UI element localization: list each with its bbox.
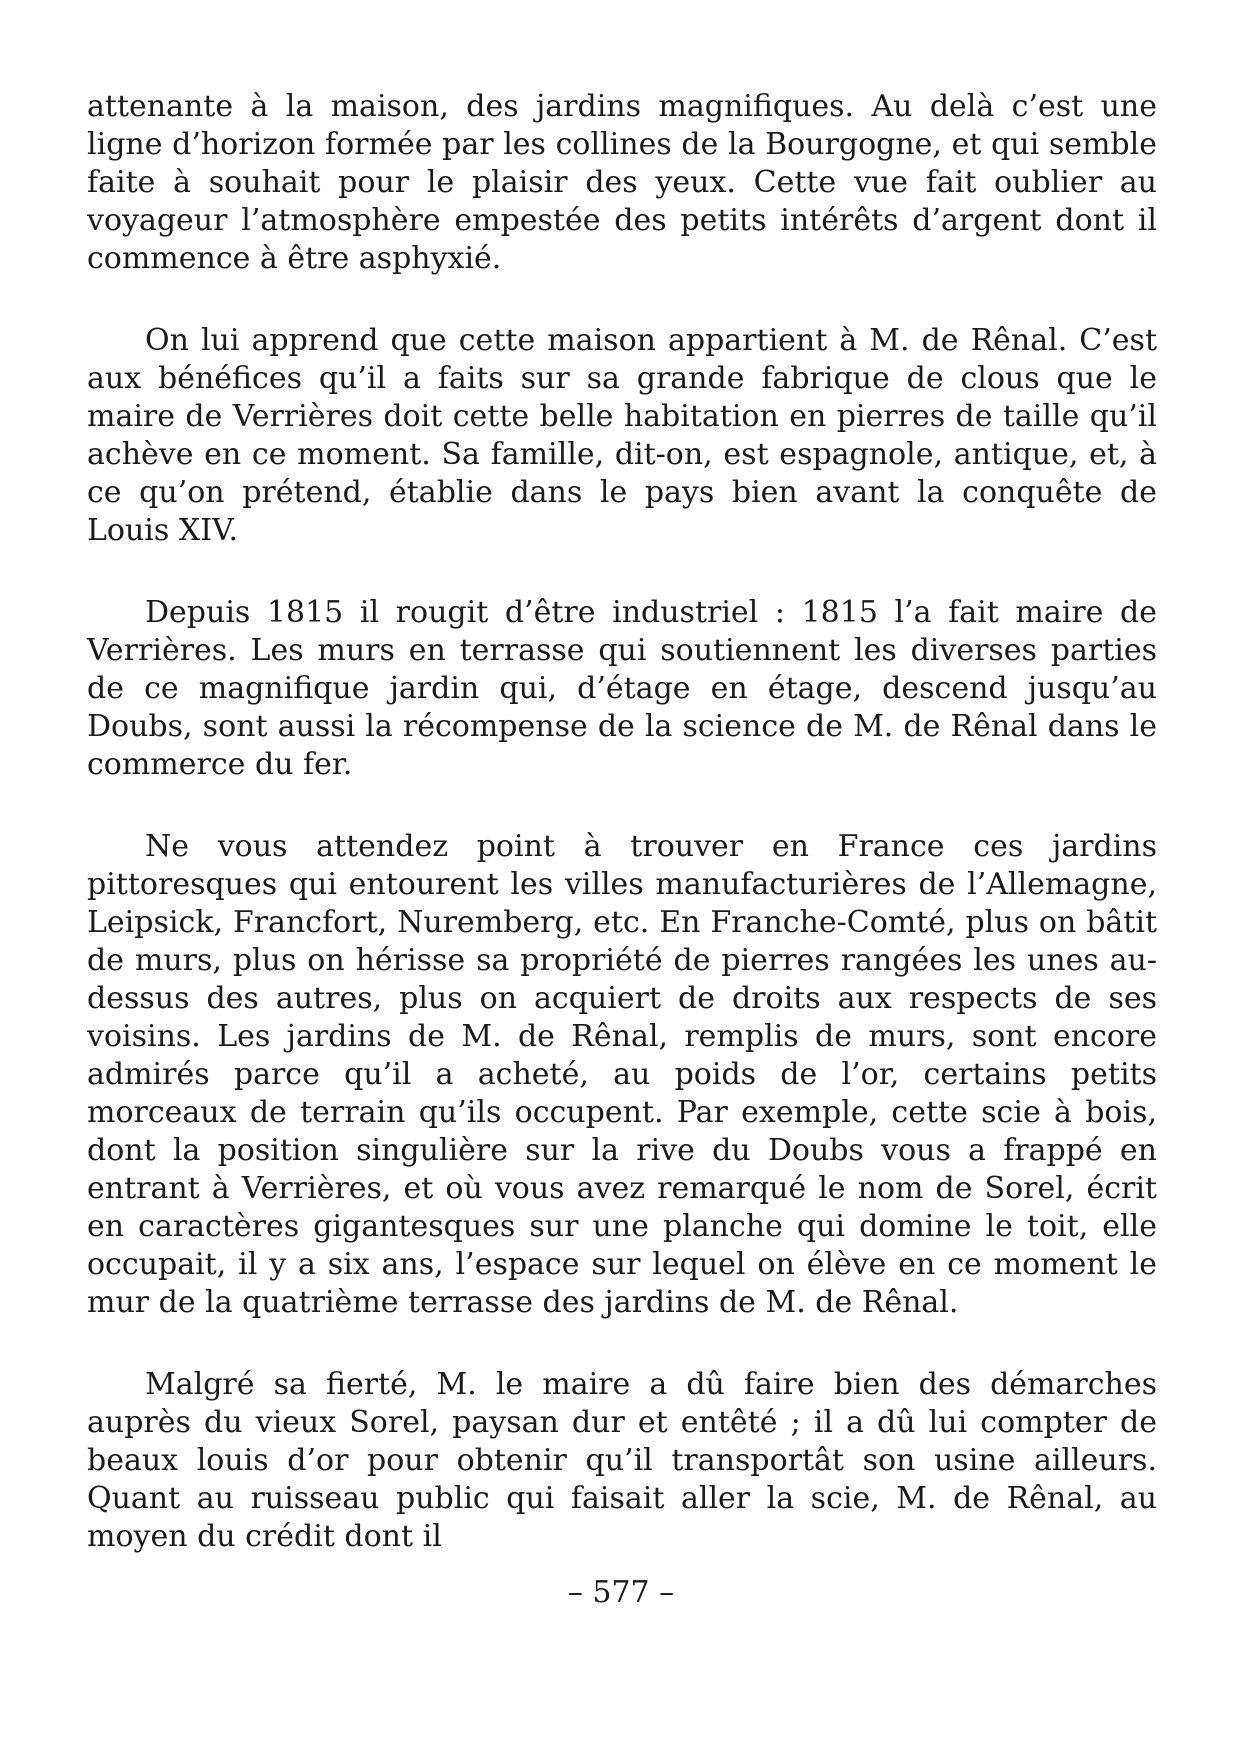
paragraph-gardens: Ne vous attendez point à trouver en France ces jardins pittoresques qui entourent les villes manufacturières de l’Allemagne, Leipsick, Francfort, Nuremberg, etc. En Franche-Comté, plus on bâtit de murs, plus on hérisse sa propriété de pierres rangées les unes au-dessus des autres, plus on acquiert de droits aux respects de ses voisins. Les jardins de M. de Rênal, remplis de murs, sont encore admirés parce qu’il a acheté, au poids de l’or, certains petits morceaux de terrain qu’ils occupent. Par exemple, cette scie à bois, dont la position singulière sur la rive du Doubs vous a frappé en entrant à Verrières, et où vous avez remarqué le nom de Sorel, écrit en caractères gigantesques sur une planche qui domine le toit, elle occupait, il y a six ans, l’espace sur lequel on élève en ce moment le mur de la quatrième terrasse des jardins de M. de Rênal. [87, 829, 1157, 1320]
paragraph-since-1815: Depuis 1815 il rougit d’être industriel : 1815 l’a fait maire de Verrières. Les murs en terrasse qui soutiennent les diverses parties de ce magnifique jardin qui, d’étage en étage, descend jusqu’au Doubs, sont aussi la récompense de la science de M. de Rênal dans le commerce du fer. [87, 595, 1157, 782]
paragraph-renal-house: On lui apprend que cette maison appartient à M. de Rênal. C’est aux bénéfices qu’il a faits sur sa grande fabrique de clous que le maire de Verrières doit cette belle habitation en pierres de taille qu’il achève en ce moment. Sa famille, dit-on, est espagnole, antique, et, à ce qu’on prétend, établie dans le pays bien avant la conquête de Louis XIV. [87, 323, 1157, 548]
paragraph-continuation: attenante à la maison, des jardins magnifiques. Au delà c’est une ligne d’horizon formée par les collines de la Bourgogne, et qui semble faite à souhait pour le plaisir des yeux. Cette vue fait oublier au voyageur l’atmosphère empestée des petits intérêts d’argent dont il commence à être asphyxié. [87, 89, 1157, 276]
body-text [87, 88, 1157, 1556]
page-number: – 577 – [567, 1575, 675, 1610]
paragraph-old-sorel: Malgré sa fierté, M. le maire a dû faire bien des démarches auprès du vieux Sorel, paysan dur et entêté ; il a dû lui compter de beaux louis d’or pour obtenir qu’il transportât son usine ailleurs. Quant au ruisseau public qui faisait aller la scie, M. de Rênal, au moyen du crédit dont il [87, 1367, 1157, 1554]
